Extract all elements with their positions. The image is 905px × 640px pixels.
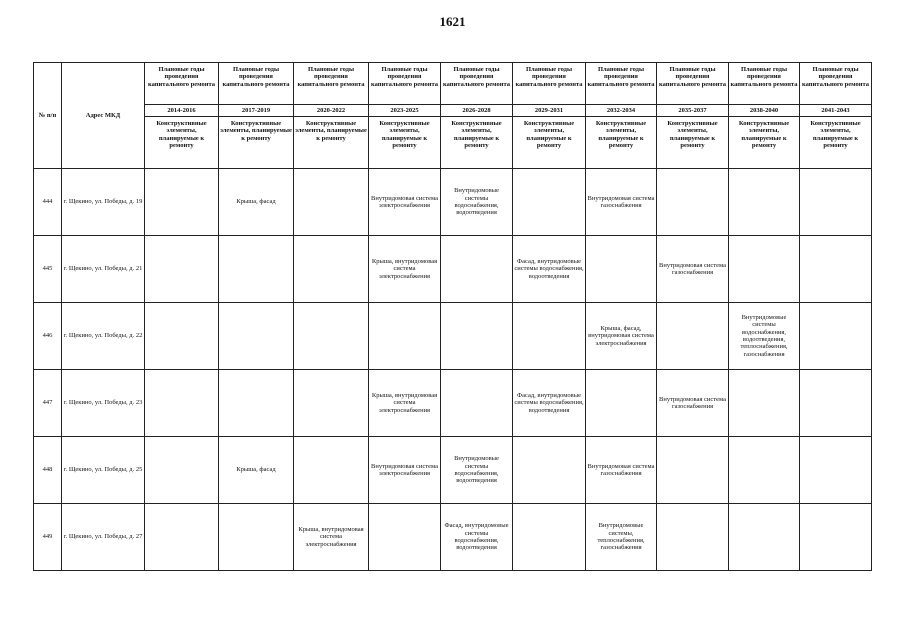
repair-cell: Фасад, внутридомовые системы водоснабжения, водоотведения xyxy=(441,504,513,571)
repair-cell xyxy=(800,370,872,437)
repair-cell xyxy=(729,504,800,571)
repair-cell: Фасад, внутридомовые системы водоснабжения, водоотведения xyxy=(513,236,586,303)
header-period-title: Плановые годы проведения капитального ремонта xyxy=(586,63,657,105)
row-address: г. Щекино, ул. Победы, д. 27 xyxy=(62,504,145,571)
repair-cell: Крыша, внутридомовая система электроснабжения xyxy=(294,504,369,571)
repair-cell: Фасад, внутридомовые системы водоснабжения, водоотведения xyxy=(513,370,586,437)
repair-cell: Крыша, внутридомовая система электроснабжения xyxy=(369,370,441,437)
header-period-years: 2020-2022 xyxy=(294,105,369,117)
repair-cell: Внутридомовые системы водоснабжения, водоотведения xyxy=(441,437,513,504)
header-period-title: Плановые годы проведения капитального ремонта xyxy=(145,63,219,105)
table-row xyxy=(34,169,872,236)
repair-cell: Крыша, внутридомовая система электроснабжения xyxy=(369,236,441,303)
repair-cell xyxy=(657,303,729,370)
repair-cell xyxy=(729,437,800,504)
header-elements-title: Конструктивные элементы, планируемые к ремонту xyxy=(657,117,729,169)
repair-cell: Внутридомовая система газоснабжения xyxy=(586,169,657,236)
repair-cell xyxy=(513,169,586,236)
table-body xyxy=(34,169,872,571)
repair-cell xyxy=(513,303,586,370)
repair-cell: Внутридомовая система электроснабжения xyxy=(369,169,441,236)
header-period-years: 2032-2034 xyxy=(586,105,657,117)
repair-cell xyxy=(800,169,872,236)
header-elements-title: Конструктивные элементы, планируемые к ремонту xyxy=(369,117,441,169)
repair-cell xyxy=(729,169,800,236)
repair-cell xyxy=(513,504,586,571)
header-period-title: Плановые годы проведения капитального ремонта xyxy=(513,63,586,105)
repair-cell xyxy=(145,370,219,437)
header-elements-title: Конструктивные элементы, планируемые к ремонту xyxy=(800,117,872,169)
header-period-title: Плановые годы проведения капитального ремонта xyxy=(729,63,800,105)
row-address: г. Щекино, ул. Победы, д. 25 xyxy=(62,437,145,504)
repair-cell: Внутридомовые системы водоснабжения, водоотведения xyxy=(441,169,513,236)
row-number: 448 xyxy=(34,437,62,504)
repair-cell xyxy=(294,437,369,504)
repair-cell xyxy=(586,236,657,303)
header-num: № п/п xyxy=(34,63,62,169)
header-elements-title: Конструктивные элементы, планируемые к ремонту xyxy=(729,117,800,169)
repair-cell: Внутридомовая система газоснабжения xyxy=(657,236,729,303)
repair-cell xyxy=(294,169,369,236)
repair-cell xyxy=(657,437,729,504)
repair-cell xyxy=(294,370,369,437)
row-number: 447 xyxy=(34,370,62,437)
table-row xyxy=(34,437,872,504)
header-period-years: 2041-2043 xyxy=(800,105,872,117)
header-period-years: 2035-2037 xyxy=(657,105,729,117)
repair-cell xyxy=(145,437,219,504)
repair-cell xyxy=(800,303,872,370)
repair-cell xyxy=(369,303,441,370)
header-period-years: 2017-2019 xyxy=(219,105,294,117)
header-elements-title: Конструктивные элементы, планируемые к ремонту xyxy=(145,117,219,169)
header-elements-title: Конструктивные элементы, планируемые к ремонту xyxy=(219,117,294,169)
repair-cell: Внутридомовые системы, теплоснабжения, газоснабжения xyxy=(586,504,657,571)
repair-cell: Внутридомовые системы водоснабжения, водоотведения, теплоснабжения, газоснабжения xyxy=(729,303,800,370)
repair-cell xyxy=(219,236,294,303)
repair-cell xyxy=(441,236,513,303)
header-period-years: 2029-2031 xyxy=(513,105,586,117)
repair-cell xyxy=(586,370,657,437)
row-number: 444 xyxy=(34,169,62,236)
row-address: г. Щекино, ул. Победы, д. 22 xyxy=(62,303,145,370)
repair-cell xyxy=(219,504,294,571)
header-period-title: Плановые годы проведения капитального ремонта xyxy=(800,63,872,105)
header-period-years: 2023-2025 xyxy=(369,105,441,117)
repair-cell xyxy=(145,236,219,303)
row-address: г. Щекино, ул. Победы, д. 23 xyxy=(62,370,145,437)
repair-cell xyxy=(513,437,586,504)
repair-cell xyxy=(729,236,800,303)
table-row xyxy=(34,370,872,437)
repair-cell xyxy=(800,236,872,303)
repair-cell xyxy=(800,437,872,504)
repair-cell xyxy=(145,504,219,571)
header-elements-title: Конструктивные элементы, планируемые к ремонту xyxy=(513,117,586,169)
repair-cell xyxy=(729,370,800,437)
repair-cell xyxy=(441,303,513,370)
repair-cell xyxy=(219,303,294,370)
row-number: 446 xyxy=(34,303,62,370)
header-address: Адрес МКД xyxy=(62,63,145,169)
repair-cell: Крыша, фасад xyxy=(219,437,294,504)
page-number: 1621 xyxy=(439,14,466,29)
repair-cell xyxy=(369,504,441,571)
header-period-years: 2026-2028 xyxy=(441,105,513,117)
repair-cell: Крыша, фасад xyxy=(219,169,294,236)
header-period-title: Плановые годы проведения капитального ремонта xyxy=(657,63,729,105)
header-period-years: 2014-2016 xyxy=(145,105,219,117)
repair-cell xyxy=(294,236,369,303)
table-row xyxy=(34,236,872,303)
row-number: 445 xyxy=(34,236,62,303)
repair-cell xyxy=(219,370,294,437)
row-address: г. Щекино, ул. Победы, д. 19 xyxy=(62,169,145,236)
header-period-title: Плановые годы проведения капитального ремонта xyxy=(441,63,513,105)
repair-cell xyxy=(145,303,219,370)
row-address: г. Щекино, ул. Победы, д. 21 xyxy=(62,236,145,303)
header-elements-title: Конструктивные элементы, планируемые к ремонту xyxy=(441,117,513,169)
repair-cell xyxy=(800,504,872,571)
repair-cell xyxy=(657,504,729,571)
header-period-years: 2038-2040 xyxy=(729,105,800,117)
table-header xyxy=(34,63,872,169)
repair-cell xyxy=(294,303,369,370)
repair-cell xyxy=(441,370,513,437)
repair-cell: Внутридомовая система газоснабжения xyxy=(586,437,657,504)
repair-cell: Внутридомовая система электроснабжения xyxy=(369,437,441,504)
capital-repair-table xyxy=(33,62,872,571)
repair-cell xyxy=(145,169,219,236)
header-elements-title: Конструктивные элементы, планируемые к ремонту xyxy=(294,117,369,169)
repair-cell: Внутридомовая система газоснабжения xyxy=(657,370,729,437)
repair-cell: Крыша, фасад, внутридомовая система электроснабжения xyxy=(586,303,657,370)
header-period-title: Плановые годы проведения капитального ремонта xyxy=(294,63,369,105)
row-number: 449 xyxy=(34,504,62,571)
header-period-title: Плановые годы проведения капитального ремонта xyxy=(219,63,294,105)
table-row xyxy=(34,303,872,370)
header-elements-title: Конструктивные элементы, планируемые к ремонту xyxy=(586,117,657,169)
repair-cell xyxy=(657,169,729,236)
header-period-title: Плановые годы проведения капитального ремонта xyxy=(369,63,441,105)
table-row xyxy=(34,504,872,571)
